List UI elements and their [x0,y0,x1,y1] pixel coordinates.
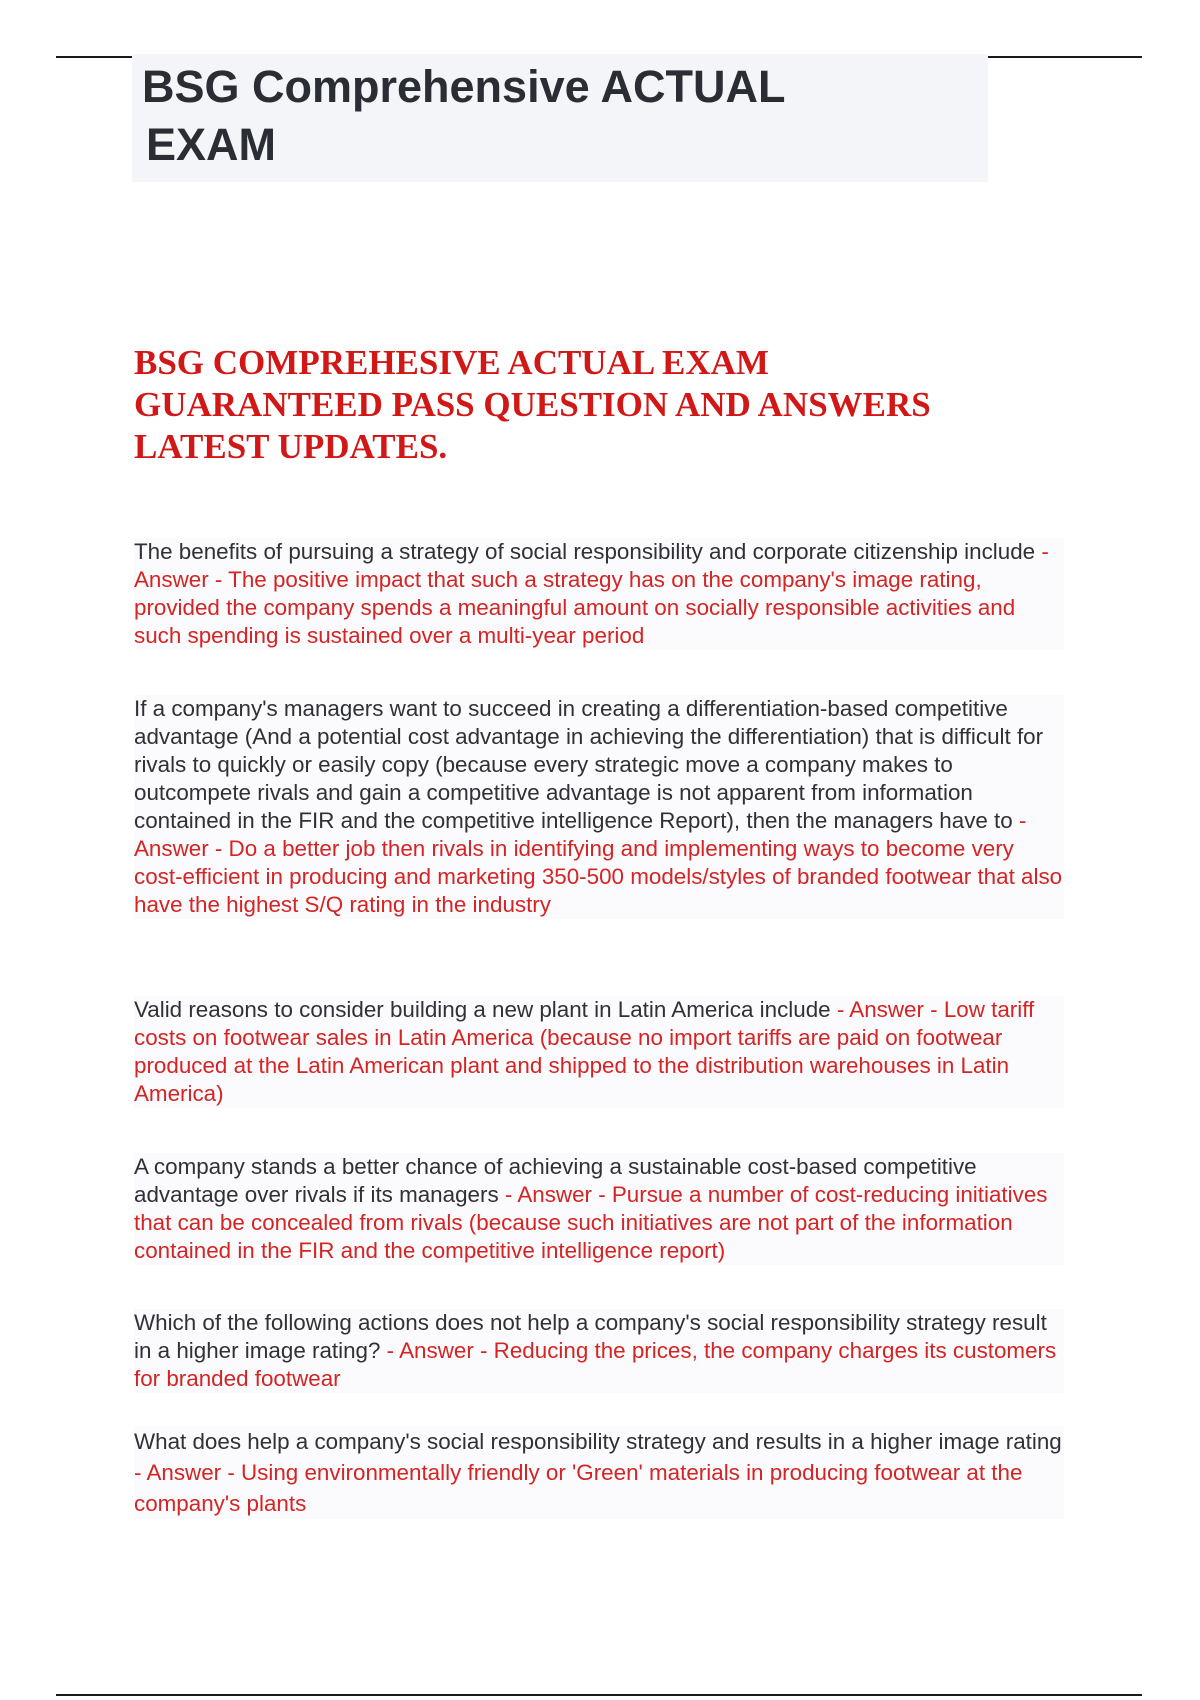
qa-item [134,1153,1064,1265]
qa-item [134,996,1064,1108]
answer-text: - Answer - Using environmentally friendly or 'Green' materials in producing footwear at the company's plants [134,1460,1023,1516]
bottom-rule [56,1694,1142,1696]
question-text: The benefits of pursuing a strategy of social responsibility and corporate citizenship include [134,539,1042,564]
question-text: A company stands a better chance of achieving a sustainable cost-based competitive advantage over rivals if its managers [134,1154,977,1207]
title-box [132,54,988,182]
qa-item [134,695,1064,919]
answer-text: - Answer - Pursue a number of cost-reducing initiatives that can be concealed from rivals (because such initiatives are not part of the information contained in the FIR and the competitive intelligence report) [134,1182,1048,1263]
top-rule-right [988,56,1142,58]
question-text: Valid reasons to consider building a new plant in Latin America include [134,997,837,1022]
answer-text: - Answer - Do a better job then rivals in identifying and implementing ways to become very cost-efficient in producing and marketing 350-500 models/styles of branded footwear that also have the highest S/Q rating in the industry [134,808,1063,917]
question-text: If a company's managers want to succeed in creating a differentiation-based competitive advantage (And a potential cost advantage in achieving the differentiation) that is difficult for rivals to quickly or easily copy (because every strategic move a company makes to outcompete rivals and gain a competitive advantage is not apparent from information contained in the FIR and the competitive intelligence Report), then the managers have to [134,696,1044,833]
question-text: Which of the following actions does not help a company's social responsibility strategy result in a higher image rating? [134,1310,1047,1363]
qa-item [134,1309,1064,1393]
document-title-line2: EXAM [146,119,277,170]
document-title [142,58,978,174]
qa-item [134,538,1064,650]
document-subtitle: BSG COMPREHESIVE ACTUAL EXAM GUARANTEED PASS QUESTION AND ANSWERS LATEST UPDATES. [134,343,931,466]
answer-text: - Answer - Low tariff costs on footwear sales in Latin America (because no import tariffs are paid on footwear produced at the Latin American plant and shipped to the distribution warehouses in Latin America) [134,997,1035,1106]
answer-text: - Answer - The positive impact that such a strategy has on the company's image rating, provided the company spends a meaningful amount on socially responsible activities and such spending is sustained over a multi-year period [134,539,1049,648]
document-title-line1: BSG Comprehensive ACTUAL [142,61,786,112]
top-rule-left [56,56,132,58]
qa-item [134,1426,1064,1519]
question-text: What does help a company's social responsibility strategy and results in a higher image rating [134,1429,1062,1454]
answer-text: - Answer - Reducing the prices, the company charges its customers for branded footwear [134,1338,1057,1391]
